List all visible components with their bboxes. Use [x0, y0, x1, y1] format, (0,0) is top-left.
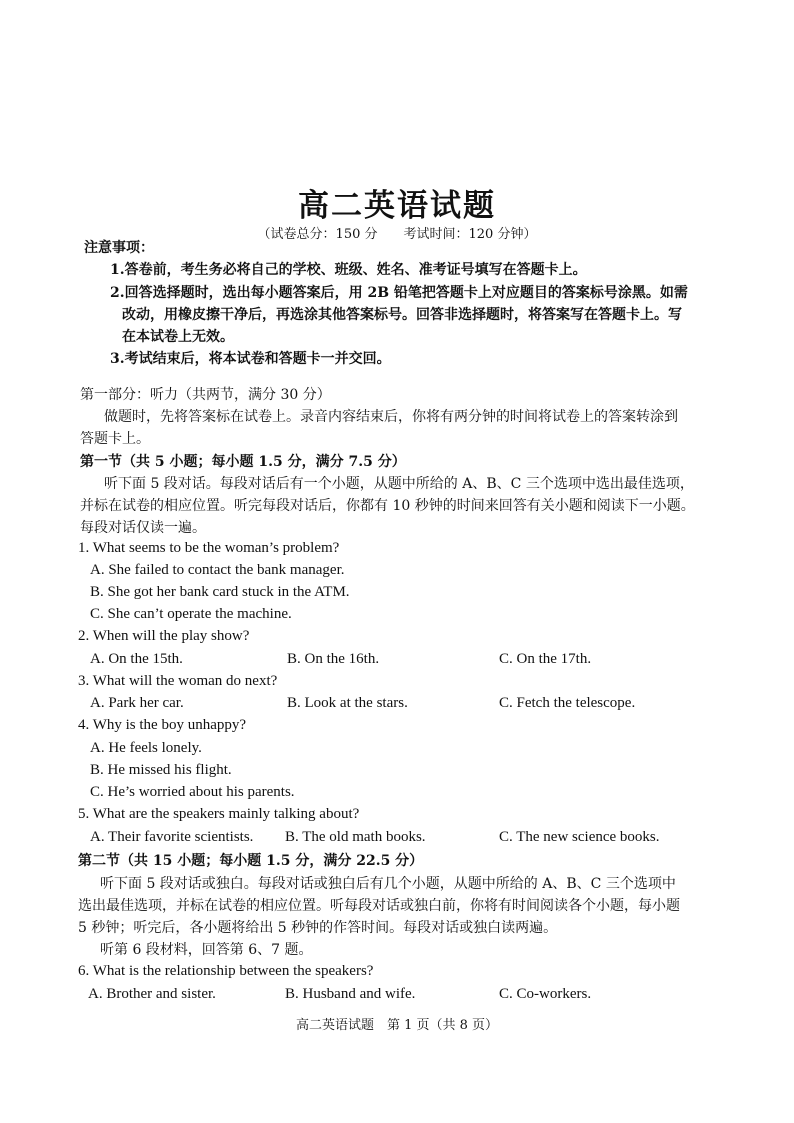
question-5-stem: 5. What are the speakers mainly talking about? [78, 806, 360, 822]
section1-intro-line-2: 并标在试卷的相应位置。听完每段对话后，你都有 10 秒钟的时间来回答有关小题和阅读下一小题。 [80, 498, 695, 514]
section1-intro-line-1: 听下面 5 段对话。每段对话后有一个小题，从题中所给的 A、B、C 三个选项中选出最佳选项， [104, 476, 694, 492]
section2-heading: 第二节（共 15 小题；每小题 1.5 分，满分 22.5 分） [78, 853, 424, 869]
notice-item-3: 3.考试结束后，将本试卷和答题卡一并交回。 [110, 351, 391, 367]
question-1-stem: 1. What seems to be the woman’s problem? [78, 540, 340, 556]
question-6-option-c: C. Co-workers. [499, 986, 592, 1002]
question-1-option-a: A. She failed to contact the bank manager. [90, 562, 345, 578]
question-1-option-c: C. She can’t operate the machine. [90, 606, 292, 622]
question-4-option-c: C. He’s worried about his parents. [90, 784, 295, 800]
question-6-option-b: B. Husband and wife. [285, 986, 416, 1002]
question-2-option-a: A. On the 15th. [90, 651, 183, 667]
question-4-stem: 4. Why is the boy unhappy? [78, 717, 247, 733]
exam-info: （试卷总分：150 分 考试时间：120 分钟） [257, 227, 537, 242]
question-2-option-b: B. On the 16th. [287, 651, 380, 667]
notice-heading: 注意事项： [84, 240, 154, 256]
page-footer: 高二英语试题 第 1 页（共 8 页） [295, 1018, 499, 1033]
section2-material-note: 听第 6 段材料，回答第 6、7 题。 [100, 942, 313, 958]
question-3-option-c: C. Fetch the telescope. [499, 695, 636, 711]
section2-intro-line-3: 5 秒钟；听完后，各小题将给出 5 秒钟的作答时间。每段对话或独白读两遍。 [78, 920, 558, 936]
notice-item-1: 1.答卷前，考生务必将自己的学校、班级、姓名、准考证号填写在答题卡上。 [110, 262, 587, 278]
question-5-option-c: C. The new science books. [499, 829, 660, 845]
section1-heading: 第一节（共 5 小题；每小题 1.5 分，满分 7.5 分） [80, 454, 406, 470]
question-2-option-c: C. On the 17th. [499, 651, 592, 667]
notice-item-2-line-2: 改动，用橡皮擦干净后，再选涂其他答案标号。回答非选择题时，将答案写在答题卡上。写 [122, 307, 682, 323]
notice-item-2-line-1: 2.回答选择题时，选出每小题答案后，用 2B 铅笔把答题卡上对应题目的答案标号涂黑。如需 [110, 285, 688, 301]
question-3-option-a: A. Park her car. [90, 695, 184, 711]
part1-heading: 第一部分：听力（共两节，满分 30 分） [80, 387, 331, 403]
question-2-stem: 2. When will the play show? [78, 628, 250, 644]
question-1-option-b: B. She got her bank card stuck in the ATM. [90, 584, 350, 600]
section2-intro-line-1: 听下面 5 段对话或独白。每段对话或独白后有几个小题，从题中所给的 A、B、C 三个选项中 [100, 876, 676, 892]
question-6-stem: 6. What is the relationship between the speakers? [78, 963, 374, 979]
question-5-option-a: A. Their favorite scientists. [90, 829, 254, 845]
page-title: 高二英语试题 [298, 188, 496, 224]
question-5-option-b: B. The old math books. [285, 829, 426, 845]
question-6-option-a: A. Brother and sister. [88, 986, 216, 1002]
part1-intro-line-1: 做题时，先将答案标在试卷上。录音内容结束后，你将有两分钟的时间将试卷上的答案转涂到 [104, 409, 678, 425]
question-4-option-b: B. He missed his flight. [90, 762, 232, 778]
question-4-option-a: A. He feels lonely. [90, 740, 202, 756]
notice-item-2-line-3: 在本试卷上无效。 [122, 329, 234, 345]
section1-intro-line-3: 每段对话仅读一遍。 [80, 520, 206, 536]
section2-intro-line-2: 选出最佳选项，并标在试卷的相应位置。听每段对话或独白前，你将有时间阅读各个小题，每小题 [78, 898, 680, 914]
question-3-option-b: B. Look at the stars. [287, 695, 408, 711]
part1-intro-line-2: 答题卡上。 [80, 431, 150, 447]
question-3-stem: 3. What will the woman do next? [78, 673, 278, 689]
